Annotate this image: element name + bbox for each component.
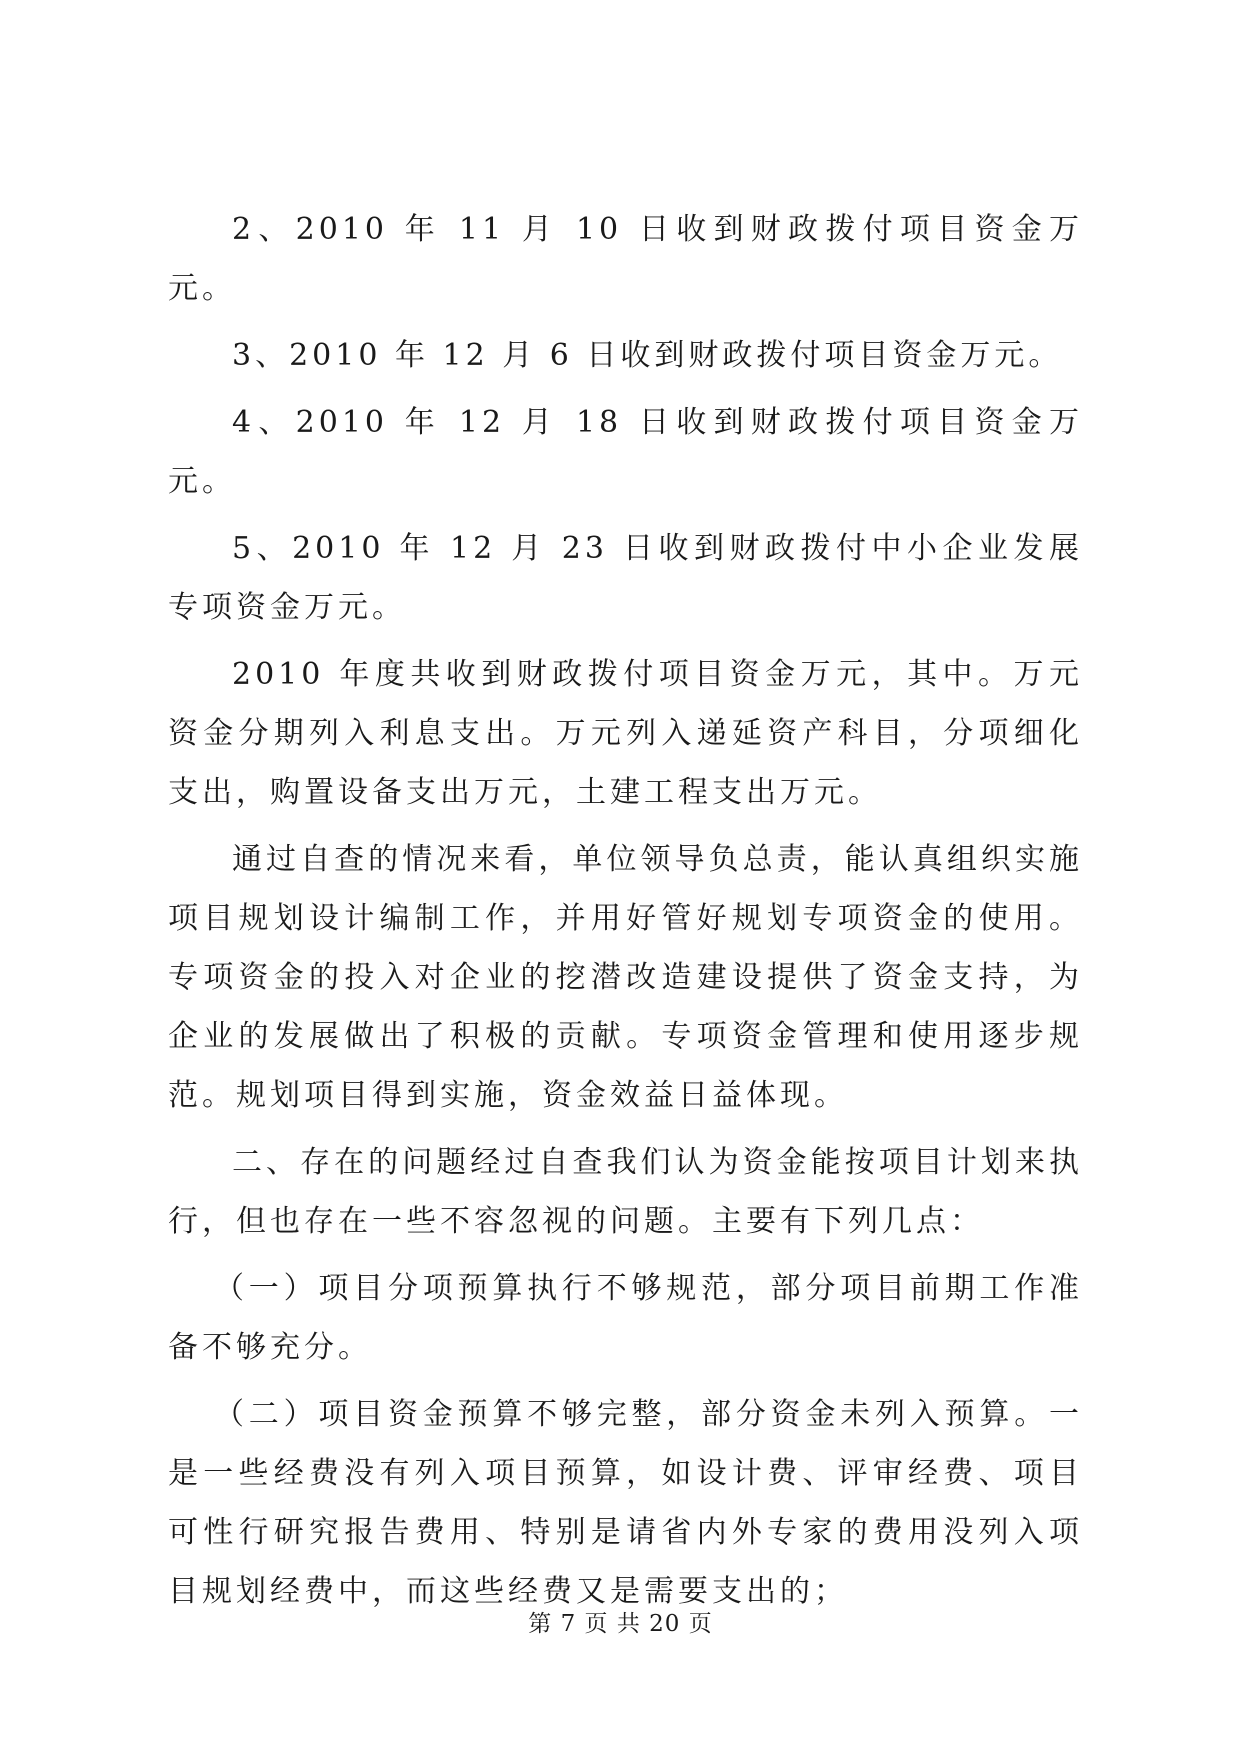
paragraph-funding-item-2: 2、2010 年 11 月 10 日收到财政拨付项目资金万元。: [168, 212, 1083, 306]
page-footer: 第 7 页 共 20 页: [528, 1611, 713, 1637]
paragraph-funding-item-5: 5、2010 年 12 月 23 日收到财政拨付中小企业发展专项资金万元。: [168, 531, 1083, 625]
paragraph-problem-2: （二）项目资金预算不够完整，部分资金未列入预算。一是一些经费没有列入项目预算，如设计费、评审经费、项目可性行研究报告费用、特别是请省内外专家的费用没列入项目规划经费中，而这些经费又是需要支出的；: [168, 1397, 1083, 1609]
paragraph-problems-heading: 二、存在的问题经过自查我们认为资金能按项目计划来执行，但也存在一些不容忽视的问题。主要有下列几点：: [168, 1145, 1083, 1239]
document-body: [168, 200, 1083, 1629]
paragraph-self-inspection: 通过自查的情况来看，单位领导负总责，能认真组织实施项目规划设计编制工作，并用好管好规划专项资金的使用。专项资金的投入对企业的挖潜改造建设提供了资金支持，为企业的发展做出了积极的贡献。专项资金管理和使用逐步规范。规划项目得到实施，资金效益日益体现。: [168, 842, 1083, 1113]
paragraph-funding-item-4: 4、2010 年 12 月 18 日收到财政拨付项目资金万元。: [168, 405, 1083, 499]
paragraph-annual-total: 2010 年度共收到财政拨付项目资金万元，其中。万元资金分期列入利息支出。万元列入递延资产科目，分项细化支出，购置设备支出万元，土建工程支出万元。: [168, 657, 1083, 810]
paragraph-funding-item-3: 3、2010 年 12 月 6 日收到财政拨付项目资金万元。: [232, 338, 1063, 373]
paragraph-problem-1: （一）项目分项预算执行不够规范，部分项目前期工作准备不够充分。: [168, 1271, 1083, 1365]
